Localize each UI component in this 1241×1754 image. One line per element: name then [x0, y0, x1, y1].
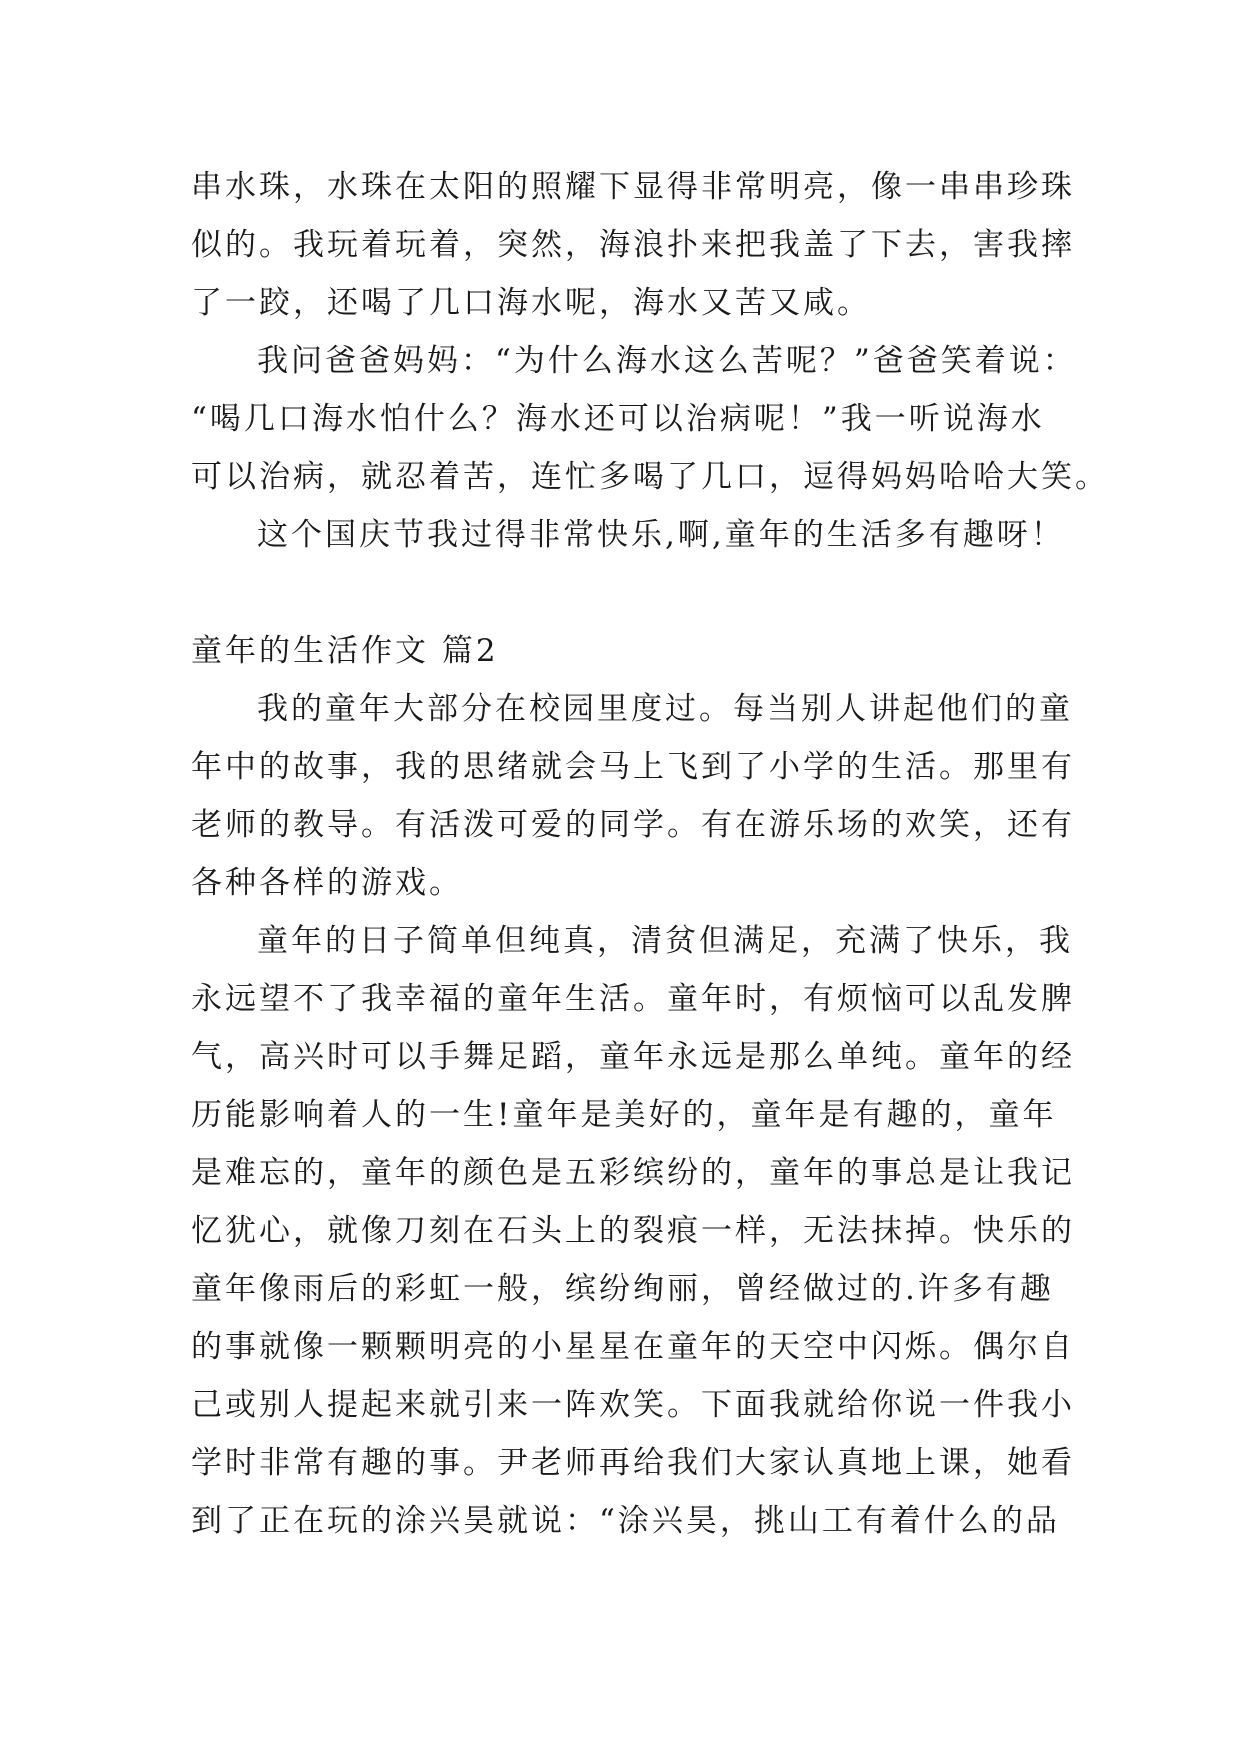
text-line: 似的。我玩着玩着，突然，海浪扑来把我盖了下去，害我摔	[191, 227, 1075, 263]
text-line: 童年的日子简单但纯真，清贫但满足，充满了快乐，我	[257, 923, 1073, 959]
text-line: 到了正在玩的涂兴昊就说：“涂兴昊，挑山工有着什么的品	[191, 1503, 1060, 1539]
text-line: 历能影响着人的一生!童年是美好的，童年是有趣的，童年	[191, 1097, 1057, 1133]
text-line: 这个国庆节我过得非常快乐,啊,童年的生活多有趣呀！	[257, 517, 1065, 553]
text-line: 是难忘的，童年的颜色是五彩缤纷的，童年的事总是让我记	[191, 1155, 1075, 1191]
paragraph	[191, 912, 1091, 1550]
text-line: 气，高兴时可以手舞足蹈，童年永远是那么单纯。童年的经	[191, 1039, 1075, 1075]
text-line: 的事就像一颗颗明亮的小星星在童年的天空中闪烁。偶尔自	[191, 1329, 1075, 1365]
text-line: 忆犹心，就像刀刻在石头上的裂痕一样，无法抹掉。快乐的	[191, 1213, 1075, 1249]
text-line: 童年像雨后的彩虹一般，缤纷绚丽，曾经做过的.许多有趣	[191, 1271, 1054, 1307]
text-line: 串水珠，水珠在太阳的照耀下显得非常明亮，像一串串珍珠	[191, 169, 1075, 205]
section-title: 童年的生活作文 篇2	[191, 633, 499, 669]
paragraph-continuation	[191, 158, 1091, 332]
text-line: 可以治病，就忍着苦，连忙多喝了几口，逗得妈妈哈哈大笑。	[191, 459, 1109, 495]
text-line: 学时非常有趣的事。尹老师再给我们大家认真地上课，她看	[191, 1445, 1075, 1481]
text-line: 各种各样的游戏。	[191, 865, 463, 901]
text-line: 年中的故事，我的思绪就会马上飞到了小学的生活。那里有	[191, 749, 1075, 785]
document-body	[191, 158, 1109, 1550]
paragraph	[191, 506, 1091, 564]
text-line: 永远望不了我幸福的童年生活。童年时，有烦恼可以乱发脾	[191, 981, 1075, 1017]
text-line: 己或别人提起来就引来一阵欢笑。下面我就给你说一件我小	[191, 1387, 1075, 1423]
text-line: “喝几口海水怕什么？海水还可以治病呢！”我一听说海水	[191, 401, 1045, 437]
text-line: 我的童年大部分在校园里度过。每当别人讲起他们的童	[257, 691, 1073, 727]
text-line: 了一跤，还喝了几口海水呢，海水又苦又咸。	[191, 285, 871, 321]
paragraph	[191, 332, 1109, 506]
text-line: 我问爸爸妈妈：“为什么海水这么苦呢？”爸爸笑着说：	[257, 343, 1077, 379]
text-line: 老师的教导。有活泼可爱的同学。有在游乐场的欢笑，还有	[191, 807, 1075, 843]
paragraph	[191, 680, 1091, 912]
